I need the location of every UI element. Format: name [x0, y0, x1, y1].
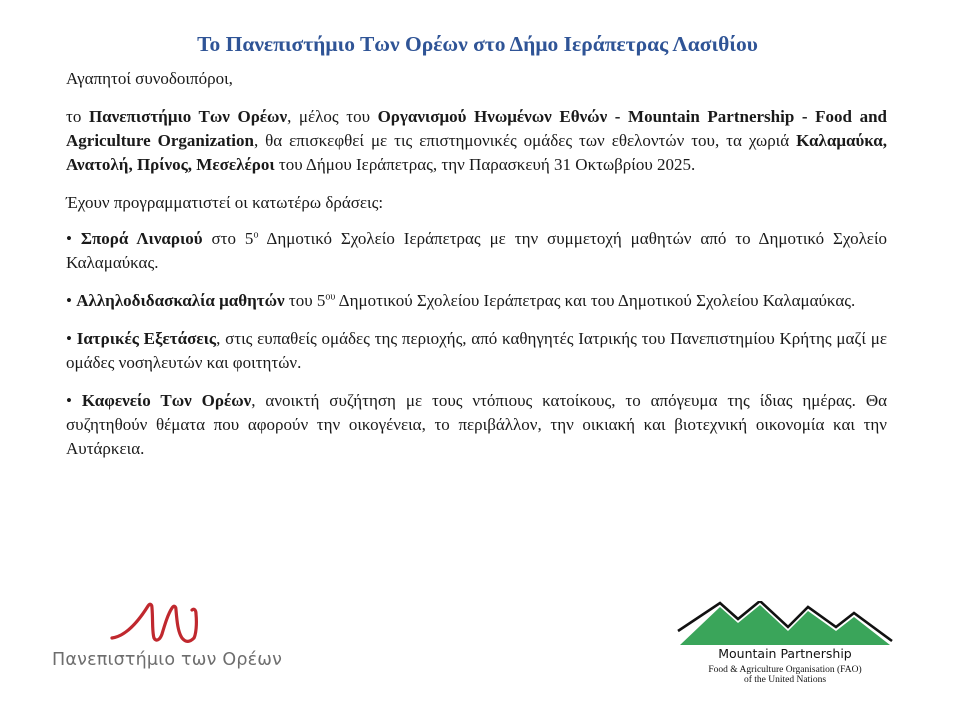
actions-heading: Έχουν προγραμματιστεί οι κατωτέρω δράσεις: — [66, 193, 384, 212]
letter-body — [66, 67, 887, 461]
mountain-partnership-title: Mountain Partnership — [718, 646, 852, 661]
action-item-medical-exams: • Ιατρικές Εξετάσεις, στις ευπαθείς ομάδες της περιοχής, από καθηγητές Ιατρικής του Πανεπιστημίου Κρήτης μαζί με ομάδες νοσηλευτών και φοιτητών. — [66, 329, 888, 372]
university-of-mountains-logo — [50, 600, 283, 680]
fao-subtitle: Food & Agriculture Organisation (FAO) of the United Nations — [708, 665, 862, 685]
intro-paragraph: το Πανεπιστήμιο Των Ορέων, μέλος του Οργανισμού Ηνωμένων Εθνών - Mountain Partnership - Food and Agriculture Organization, θα επισκεφθεί με τις επιστημονικές ομάδες των εθελοντών του, τα χωριά Καλαμαύκα, Ανατολή, Πρίνος, Μεσελέροι του Δήμου Ιεράπετρας, την Παρασκευή 31 Οκτωβρίου 2025. — [66, 107, 887, 174]
university-wordmark: Πανεπιστήμιο των Ορέων — [52, 650, 283, 670]
action-item-flax: • Σπορά Λιναριού στο $5^o$ Δημοτικό Σχολείο Ιεράπετρας με την συμμετοχή μαθητών από το Δημοτικό Σχολείο Καλαμαύκας. — [66, 229, 888, 272]
mountain-wave-icon — [108, 600, 218, 648]
action-item-peer-teaching: • Αλληλοδιδασκαλία μαθητών του $5^{o\upsilon}$ Δημοτικού Σχολείου Ιεράπετρας και του Δημοτικού Σχολείου Καλαμαύκας. — [66, 291, 856, 310]
greeting: Αγαπητοί συνοδοιπόροι, — [66, 69, 233, 88]
action-item-cafe: • Καφενείο Των Ορέων, ανοικτή συζήτηση με τους ντόπιους κατοίκους, το απόγευμα της ίδιας ημέρας. Θα συζητηθούν θέματα που αφορούν την οικογένεια, το περιβάλλον, την οικιακή και βιοτεχνική οικονομία και την Αυτάρκεια. — [66, 391, 888, 458]
mountain-peaks-icon — [676, 601, 894, 647]
document-title: Το Πανεπιστήμιο Των Ορέων στο Δήμο Ιεράπετρας Λασιθίου — [197, 32, 758, 56]
mountain-partnership-logo — [676, 601, 894, 685]
